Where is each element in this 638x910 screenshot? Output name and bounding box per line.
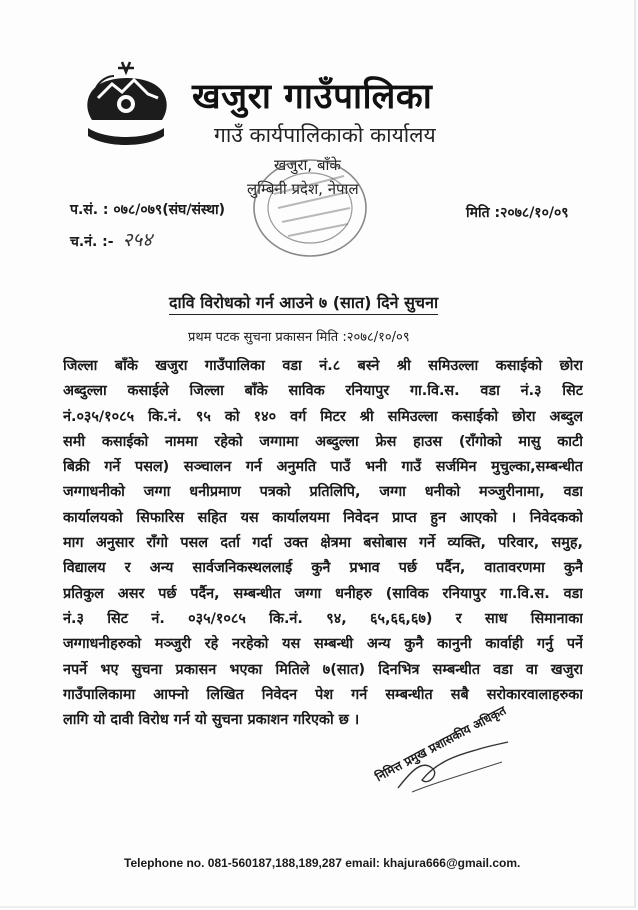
address-line-1: खजुरा, बाँके (274, 156, 341, 174)
notice-body (63, 354, 583, 733)
body-line: विद्यालय र अन्य सार्वजनिकस्थललाई कुनै प्रभाव पर्छ पर्दैन, वातावरणमा कुनै (63, 560, 583, 577)
body-line: लागि यो दावी विरोध गर्न यो सुचना प्रकाशन गरिएको छ । (63, 712, 360, 729)
body-line: बिक्री गर्ने पसल) सञ्चालन गर्न अनुमति पाउँ भनी गाउँ सर्जमिन मुचुल्का,सम्बन्धीत (63, 459, 583, 476)
office-name: गाउँ कार्यपालिकाको कार्यालय (214, 123, 436, 147)
reference-number (70, 200, 225, 219)
body-line: जग्गाधनीहरुको मञ्जुरी रहे नरहेको यस सम्बन्धी अन्य कुनै कानुनी कार्वाही गर्नु पर्ने (63, 636, 583, 653)
reference-value: ०७८/०७९(संघ/संस्था) (113, 202, 226, 218)
body-line: समी कसाईको नाममा रहेको जग्गामा अब्दुल्ला फ्रेस हाउस (राँगोको मासु काटी (63, 433, 583, 450)
date-value: २०७८/१०/०९ (500, 205, 569, 221)
dispatch-number (70, 226, 152, 252)
body-line: जिल्ला बाँके खजुरा गाउँपालिका वडा नं.८ बस्ने श्री समिउल्ला कसाईको छोरा (63, 358, 583, 374)
dispatch-value: २५४ (122, 229, 153, 251)
body-line: नपर्ने भए सुचना प्रकासन भएका मितिले ७(सात) दिनभित्र सम्बन्धीत वडा वा खजुरा (63, 661, 583, 678)
body-line: नं.३ सिट नं. ०३५/१०८५ कि.नं. ९४, ६५,६६,६७) र साध सिमानाका (63, 610, 583, 627)
reference-label: प.सं. : (70, 202, 109, 218)
nepal-emblem-icon (78, 58, 174, 150)
address-line-2: लुम्बिनी प्रदेश, नेपाल (247, 180, 359, 198)
body-line: प्रतिकुल असर पर्छ पर्दैन, सम्बन्धीत जग्गा धनीहरु (साविक रनियापुर गा.वि.स. वडा (63, 585, 583, 602)
dispatch-label: च.नं. :- (70, 234, 114, 250)
date-label: मिति : (466, 205, 501, 221)
body-line: माग अनुसार राँगो पसल दर्ता गर्दा उक्त क्षेत्रमा बसोबास गर्ने व्यक्ति, परिवार, समुह, (63, 535, 583, 552)
body-line: अब्दुल्ला कसाईले जिल्ला बाँके साविक रनियापुर गा.वि.स. वडा नं.३ सिट (63, 383, 583, 400)
body-line: नं.०३५/१०८५ कि.नं. ९५ को १४० वर्ग मिटर श्री समिउल्ला कसाईको छोरा अब्दुल (63, 408, 583, 425)
issue-date (466, 203, 569, 222)
footer-contact: Telephone no. 081-560187,188,189,287 email: khajura666@gmail.com. (124, 856, 521, 870)
notice-title: दावि विरोधको गर्न आउने ७ (सात) दिने सुचना (169, 291, 438, 315)
signatory-title: निमित्त प्रमुख प्रशासकीय अधिकृत (372, 703, 509, 785)
office-seal-stamp (244, 150, 374, 262)
body-line: जग्गाधनीको जग्गा धनीप्रमाण पत्रको प्रतिलिपि, जग्गा धनीको मञ्जुरीनामा, वडा (63, 484, 583, 501)
org-name: खजुरा गाउँपालिका (192, 77, 433, 117)
body-line: गाउँपालिकामा आफ्नो लिखित निवेदन पेश गर्न सम्बन्धीत सबै सरोकारवालाहरुका (63, 686, 583, 703)
body-line: कार्यालयको सिफारिस सहित यस कार्यालयमा निवेदन प्राप्त हुन आएको । निवेदकको (63, 509, 583, 526)
publication-date: प्रथम पटक सुचना प्रकासन मिति :२०७८/१०/०९ (188, 330, 410, 345)
